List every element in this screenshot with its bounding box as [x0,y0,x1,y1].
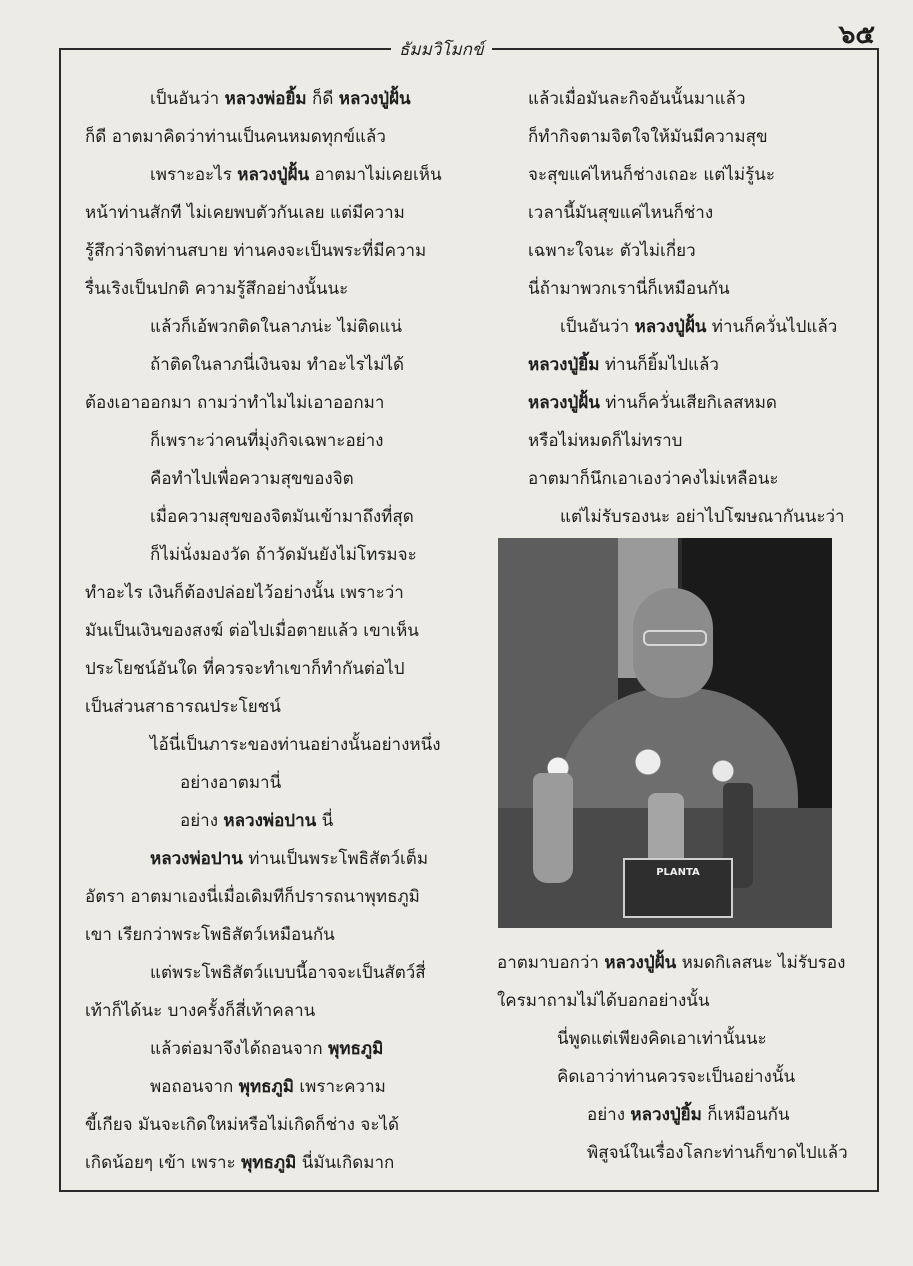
text-line: เฉพาะใจนะ ตัวไม่เกี่ยว [528,241,696,261]
text-line: จะสุขแค่ไหนก็ช่างเถอะ แต่ไม่รู้นะ [528,165,775,185]
text-line: หลวงปู่ยิ้ม ท่านก็ยิ้มไปแล้ว [528,355,719,375]
text-line: ก็ทำกิจตามจิตใจให้มันมีความสุข [528,127,768,147]
text-line: แต่พระโพธิสัตว์แบบนี้อาจจะเป็นสัตว์สี่ [150,963,426,983]
text-line: ต้องเอาออกมา ถามว่าทำไมไม่เอาออกมา [85,393,385,413]
text-line: ใครมาถามไม่ได้บอกอย่างนั้น [497,991,710,1011]
text-line: แล้วก็เอ้พวกติดในลาภน่ะ ไม่ติดแน่ [150,317,403,337]
text-line: แล้วเมื่อมันละกิจอันนั้นมาแล้ว [528,89,746,109]
text-line: รู้สึกว่าจิตท่านสบาย ท่านคงจะเป็นพระที่มีความ [85,241,427,261]
text-line: อย่าง หลวงพ่อปาน นี่ [180,811,334,831]
right-column-top [528,80,858,536]
text-line: คิดเอาว่าท่านควรจะเป็นอย่างนั้น [557,1067,796,1087]
text-line: ก็ไม่นั่งมองวัด ถ้าวัดมันยังไม่โทรมจะ [150,545,417,565]
text-line: เกิดน้อยๆ เข้า เพราะ พุทธภูมิ นี่มันเกิดมาก [85,1153,395,1173]
text-line: คือทำไปเพื่อความสุขของจิต [150,469,354,489]
flower-vase [533,773,573,883]
text-line: เมื่อความสุขของจิตมันเข้ามาถึงที่สุด [150,507,414,527]
left-column [85,80,465,1182]
text-line: แต่ไม่รับรองนะ อย่าไปโฆษณากันนะว่า [560,507,845,527]
text-line: เป็นอันว่า หลวงปู่ฝั้น ท่านก็ควั่นไปแล้ว [560,317,838,337]
text-line: เป็นส่วนสาธารณประโยชน์ [85,697,281,717]
monk-glasses [643,630,707,646]
text-line: หรือไม่หมดก็ไม่ทราบ [528,431,683,451]
text-line: เป็นอันว่า หลวงพ่อยิ้ม ก็ดี หลวงปู่ฝั้น [150,89,411,109]
text-line: รื่นเริงเป็นปกติ ความรู้สึกอย่างนั้นนะ [85,279,349,299]
text-line: หน้าท่านสักที ไม่เคยพบตัวกันเลย แต่มีความ [85,203,405,223]
text-line: ทำอะไร เงินก็ต้องปล่อยไว้อย่างนั้น เพราะว่า [85,583,404,603]
text-line: ขี้เกียจ มันจะเกิดใหม่หรือไม่เกิดก็ช่าง จะได้ [85,1115,400,1135]
text-line: อย่าง หลวงปู่ยิ้ม ก็เหมือนกัน [587,1105,790,1125]
text-line: อาตมาก็นึกเอาเองว่าคงไม่เหลือนะ [528,469,779,489]
text-line: เท้าก็ได้นะ บางครั้งก็สี่เท้าคลาน [85,1001,316,1021]
text-line: ก็ดี อาตมาคิดว่าท่านเป็นคนหมดทุกข์แล้ว [85,127,386,147]
text-line: หลวงปู่ฝั้น ท่านก็ควั่นเสียกิเลสหมด [528,393,777,413]
planta-tin: PLANTA [623,858,733,918]
text-line: นี่ถ้ามาพวกเรานี่ก็เหมือนกัน [528,279,730,299]
text-line: เวลานี้มันสุขแค่ไหนก็ช่าง [528,203,714,223]
text-line: หลวงพ่อปาน ท่านเป็นพระโพธิสัตว์เต็ม [150,849,429,869]
text-line: เขา เรียกว่าพระโพธิสัตว์เหมือนกัน [85,925,335,945]
page-number: ๖๕ [838,20,875,50]
text-line: นี่พูดแต่เพียงคิดเอาเท่านั้นนะ [557,1029,767,1049]
text-line: ถ้าติดในลาภนี่เงินจม ทำอะไรไม่ได้ [150,355,405,375]
text-line: แล้วต่อมาจึงได้ถอนจาก พุทธภูมิ [150,1039,384,1059]
text-line: พิสูจน์ในเรื่องโลกะท่านก็ขาดไปแล้ว [587,1143,848,1163]
monk-photo [498,538,832,928]
text-line: เพราะอะไร หลวงปู่ฝั้น อาตมาไม่เคยเห็น [150,165,442,185]
text-line: ก็เพราะว่าคนที่มุ่งกิจเฉพาะอย่าง [150,431,384,451]
text-line: อาตมาบอกว่า หลวงปู่ฝั้น หมดกิเลสนะ ไม่รับรอง [497,953,846,973]
text-line: พอถอนจาก พุทธภูมิ เพราะความ [150,1077,386,1097]
content-frame [59,40,879,1192]
text-line: ไอ้นี่เป็นภาระของท่านอย่างนั้นอย่างหนึ่ง [150,735,441,755]
text-line: มันเป็นเงินของสงฆ์ ต่อไปเมื่อตายแล้ว เขาเห็น [85,621,419,641]
text-line: อย่างอาตมานี่ [180,773,282,793]
text-line: ประโยชน์อันใด ที่ควรจะทำเขาก็ทำกันต่อไป [85,659,405,679]
text-line: อัตรา อาตมาเองนี่เมื่อเดิมทีก็ปรารถนาพุทธภูมิ [85,887,420,907]
running-title: ธัมมวิโมกข์ [391,36,492,63]
right-column-bottom [497,944,867,1172]
